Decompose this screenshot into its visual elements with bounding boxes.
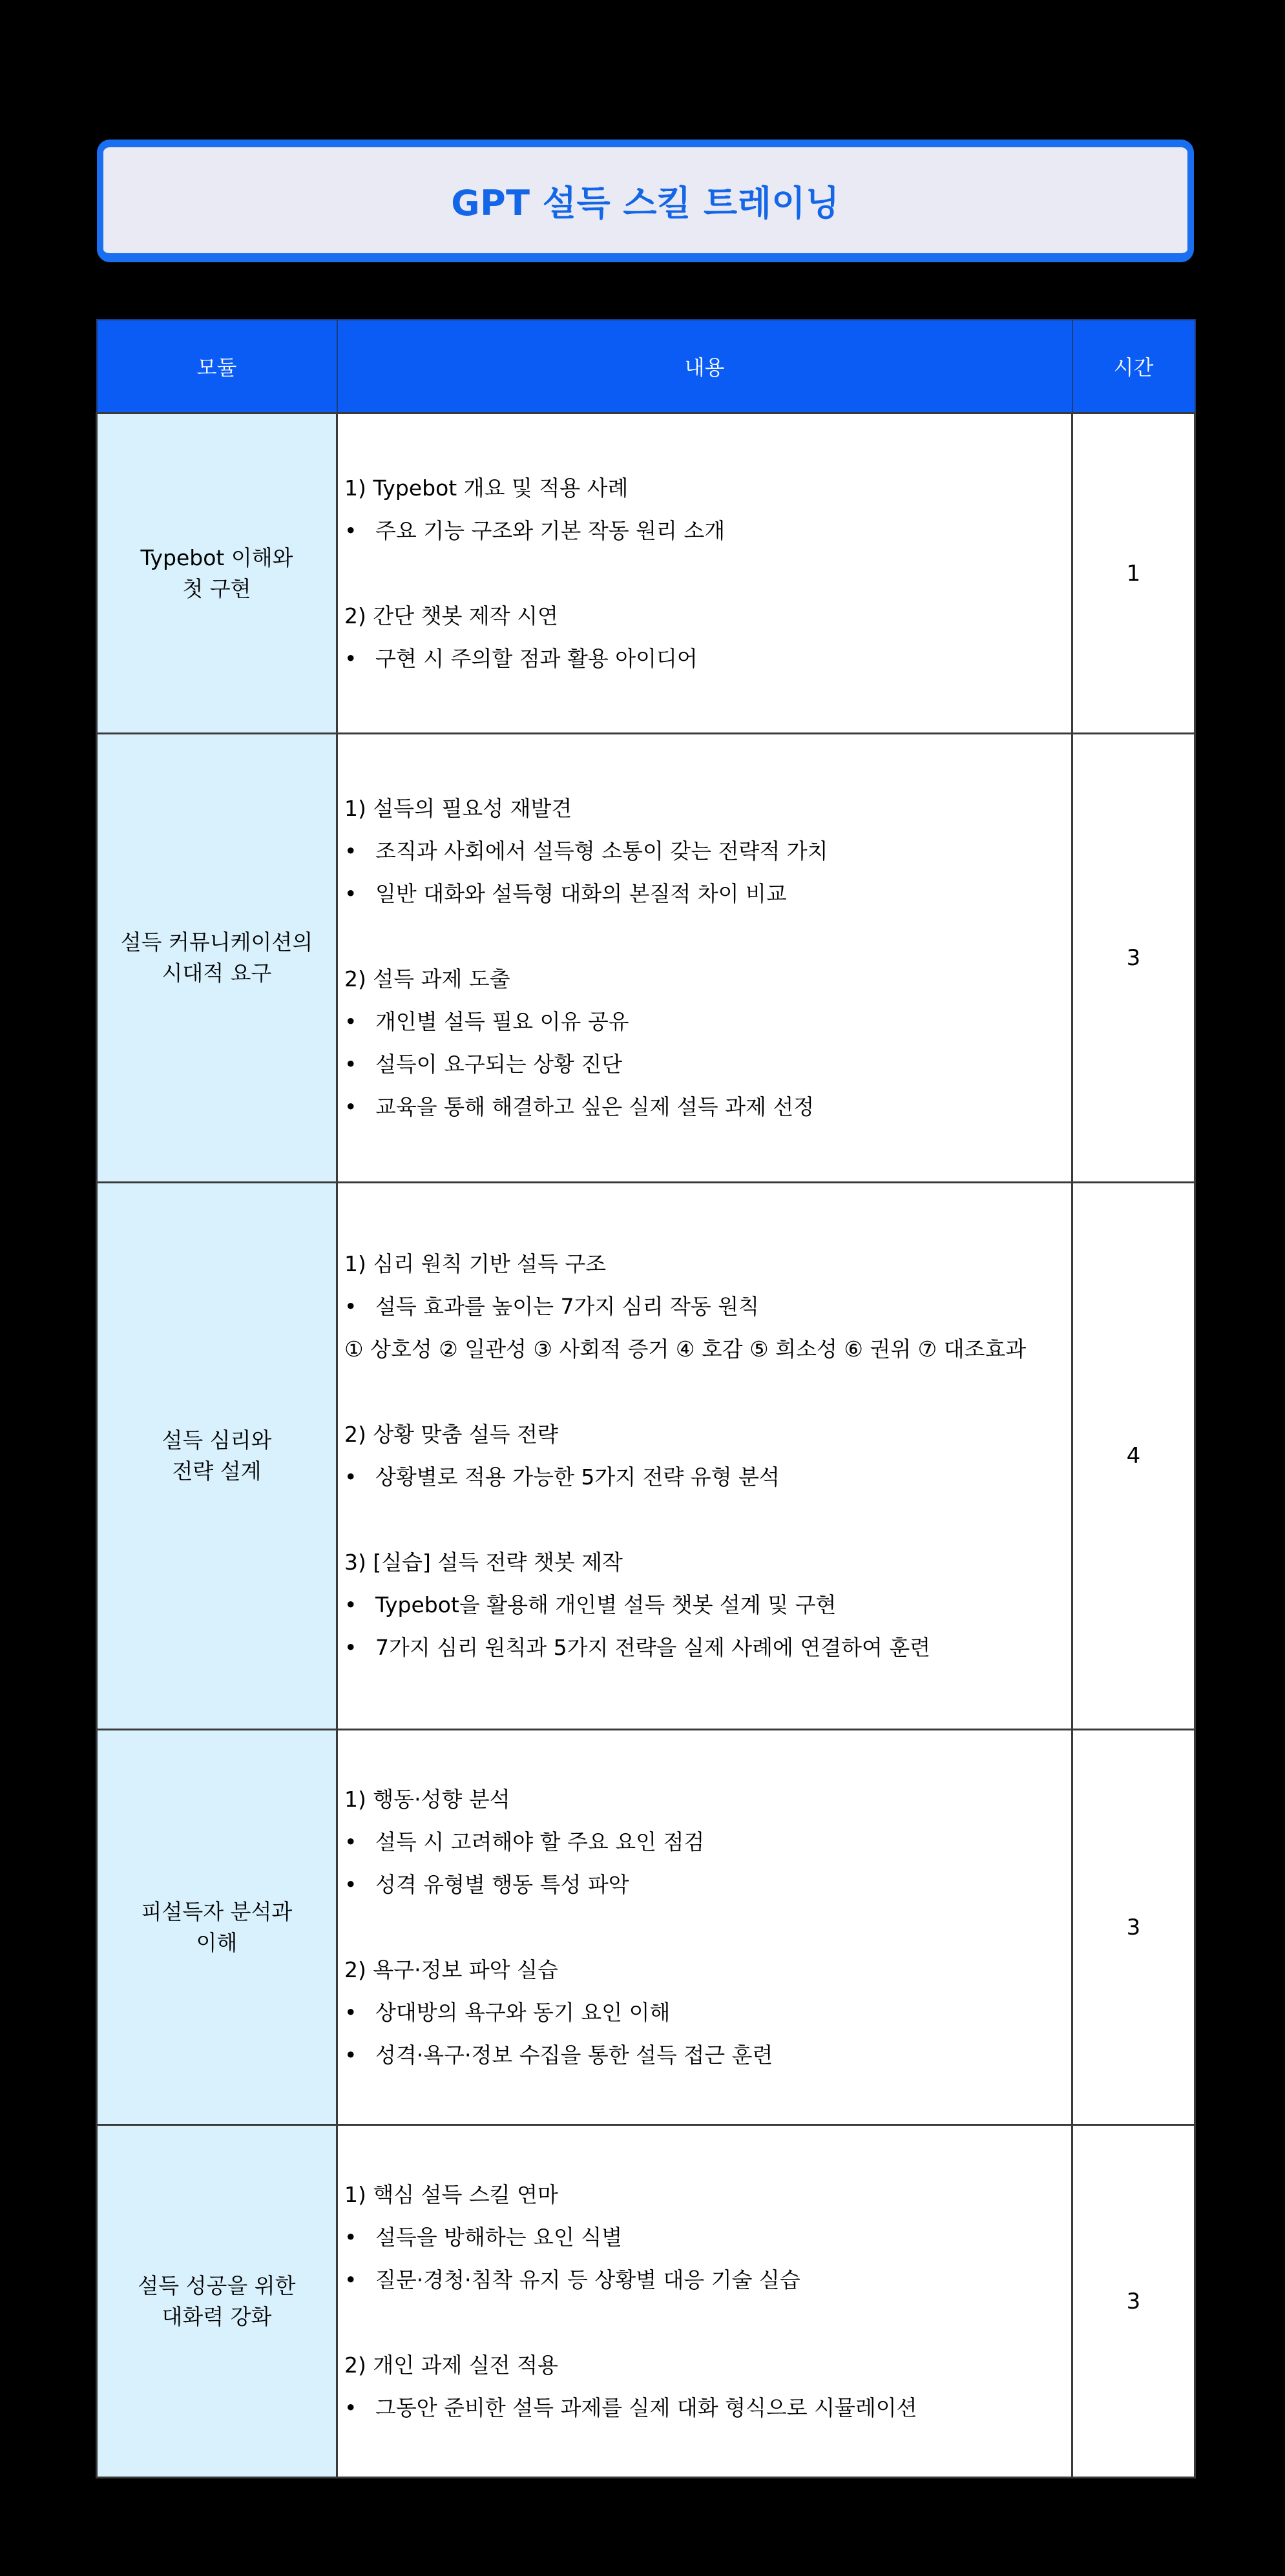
module-name-line: 설득 심리와 bbox=[162, 1428, 272, 1453]
table-row bbox=[97, 1730, 1195, 2125]
time-cell: 3 bbox=[1072, 2125, 1195, 2478]
bullet-item: • 질문·경청·침착 유지 등 상황별 대응 기술 실습 bbox=[344, 2259, 1065, 2301]
module-name-line: 시대적 요구 bbox=[162, 961, 272, 986]
section-heading: 2) 간단 챗봇 제작 시연 bbox=[344, 603, 558, 628]
time-cell: 4 bbox=[1072, 1183, 1195, 1730]
content-section bbox=[344, 1949, 1065, 2077]
section-heading: 1) 핵심 설득 스킬 연마 bbox=[344, 2181, 558, 2207]
header-time: 시간 bbox=[1072, 320, 1195, 413]
time-cell: 3 bbox=[1072, 734, 1195, 1183]
bullet-item: • 성격·욕구·정보 수집을 통한 설득 접근 훈련 bbox=[344, 2034, 1065, 2077]
title-banner bbox=[97, 140, 1194, 262]
content-section bbox=[344, 2174, 1065, 2301]
module-cell bbox=[97, 1183, 337, 1730]
bullet-item: • 설득이 요구되는 상황 진단 bbox=[344, 1043, 1065, 1086]
bullet-item: • 개인별 설득 필요 이유 공유 bbox=[344, 1001, 1065, 1043]
bullet-item: • 설득 시 고려해야 할 주요 요인 점검 bbox=[344, 1821, 1065, 1864]
module-name-line: 전략 설계 bbox=[172, 1459, 262, 1484]
content-section bbox=[344, 1541, 1065, 1669]
bullet-item: • 그동안 준비한 설득 과제를 실제 대화 형식으로 시뮬레이션 bbox=[344, 2387, 1065, 2429]
page-title: GPT 설득 스킬 트레이닝 bbox=[451, 182, 840, 223]
table-row bbox=[97, 1183, 1195, 1730]
bullet-item: • 조직과 사회에서 설득형 소통이 갖는 전략적 가치 bbox=[344, 830, 1065, 873]
section-heading: 2) 상황 맞춤 설득 전략 bbox=[344, 1422, 558, 1447]
bullet-item: • 성격 유형별 행동 특성 파악 bbox=[344, 1864, 1065, 1906]
table-header-row bbox=[97, 320, 1195, 413]
bullet-item: • 주요 기능 구조와 기본 작동 원리 소개 bbox=[344, 510, 1065, 552]
section-heading: 2) 개인 과제 실전 적용 bbox=[344, 2352, 558, 2378]
section-heading: 1) 설득의 필요성 재발견 bbox=[344, 796, 572, 821]
bullet-item: • 7가지 심리 원칙과 5가지 전략을 실제 사례에 연결하여 훈련 bbox=[344, 1626, 1065, 1669]
bullet-item: • 구현 시 주의할 점과 활용 아이디어 bbox=[344, 638, 1065, 680]
content-section bbox=[344, 1413, 1065, 1499]
bullet-item: • 교육을 통해 해결하고 싶은 실제 설득 과제 선정 bbox=[344, 1086, 1065, 1128]
table-row bbox=[97, 734, 1195, 1183]
content-section bbox=[344, 1243, 1065, 1371]
content-section bbox=[344, 1778, 1065, 1906]
module-name-line: 첫 구현 bbox=[182, 576, 251, 601]
header-content: 내용 bbox=[337, 320, 1072, 413]
section-heading: 1) 행동·성향 분석 bbox=[344, 1786, 510, 1812]
bullet-item: • 일반 대화와 설득형 대화의 본질적 차이 비교 bbox=[344, 873, 1065, 915]
content-cell bbox=[337, 734, 1072, 1183]
bullet-item: • 설득을 방해하는 요인 식별 bbox=[344, 2216, 1065, 2259]
table-row bbox=[97, 2125, 1195, 2478]
content-cell bbox=[337, 1183, 1072, 1730]
content-section bbox=[344, 958, 1065, 1128]
module-name-line: 피설득자 분석과 bbox=[141, 1898, 293, 1924]
section-heading: 1) 심리 원칙 기반 설득 구조 bbox=[344, 1251, 607, 1276]
section-heading: 2) 욕구·정보 파악 실습 bbox=[344, 1957, 558, 1982]
bullet-item: • 설득 효과를 높이는 7가지 심리 작동 원칙 bbox=[344, 1285, 1065, 1328]
bullet-item: • 상황별로 적용 가능한 5가지 전략 유형 분석 bbox=[344, 1456, 1065, 1499]
content-cell bbox=[337, 413, 1072, 734]
module-cell bbox=[97, 734, 337, 1183]
time-cell: 1 bbox=[1072, 413, 1195, 734]
detail-line: ① 상호성 ② 일관성 ③ 사회적 증거 ④ 호감 ⑤ 희소성 ⑥ 권위 ⑦ 대조효과 bbox=[344, 1336, 1027, 1362]
module-name-line: Typebot 이해와 bbox=[140, 545, 293, 570]
module-name-line: 이해 bbox=[196, 1929, 238, 1955]
content-section bbox=[344, 787, 1065, 915]
module-name-line: 설득 성공을 위한 bbox=[138, 2272, 296, 2298]
section-heading: 1) Typebot 개요 및 적용 사례 bbox=[344, 475, 629, 501]
content-section bbox=[344, 2344, 1065, 2429]
content-section bbox=[344, 595, 1065, 680]
module-name-line: 대화력 강화 bbox=[162, 2303, 272, 2329]
header-module: 모듈 bbox=[97, 320, 337, 413]
bullet-item: • Typebot을 활용해 개인별 설득 챗봇 설계 및 구현 bbox=[344, 1584, 1065, 1626]
module-name-line: 설득 커뮤니케이션의 bbox=[120, 930, 313, 955]
time-cell: 3 bbox=[1072, 1730, 1195, 2125]
module-cell bbox=[97, 1730, 337, 2125]
curriculum-table bbox=[96, 319, 1196, 2478]
content-cell bbox=[337, 2125, 1072, 2478]
module-cell bbox=[97, 2125, 337, 2478]
content-section bbox=[344, 467, 1065, 552]
module-cell bbox=[97, 413, 337, 734]
table-row bbox=[97, 413, 1195, 734]
content-cell bbox=[337, 1730, 1072, 2125]
section-heading: 2) 설득 과제 도출 bbox=[344, 966, 510, 992]
section-heading: 3) [실습] 설득 전략 챗봇 제작 bbox=[344, 1550, 623, 1575]
bullet-item: • 상대방의 욕구와 동기 요인 이해 bbox=[344, 1991, 1065, 2034]
